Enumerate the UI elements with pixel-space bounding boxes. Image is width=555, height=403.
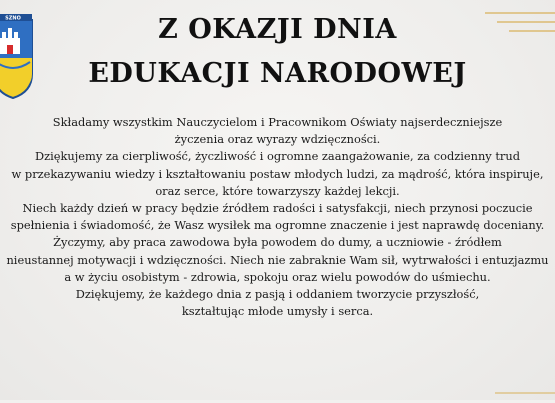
- greeting-line: życzenia oraz wyrazy wdzięczności.: [174, 132, 381, 147]
- page-title-line-2: EDUKACJI NARODOWEJ: [88, 58, 467, 89]
- greeting-line: Życzymy, aby praca zawodowa była powodem do dumy, a uczniowie - źródłem: [53, 235, 502, 250]
- greeting-line: Niech każdy dzień w pracy będzie źródłem radości i satysfakcji, niech przynosi poczucie: [22, 201, 533, 216]
- greeting-line: Dziękujemy za cierpliwość, życzliwość i ogromne zaangażowanie, za codzienny trud: [35, 149, 520, 164]
- page-title-line-1: Z OKAZJI DNIA: [158, 14, 397, 45]
- crest-label: SZNO: [5, 15, 21, 22]
- greeting-line: w przekazywaniu wiedzy i kształtowaniu postaw młodych ludzi, za mądrość, która inspiruje,: [11, 166, 544, 181]
- greeting-line: nieustannej motywacji i wdzięczności. Niech nie zabraknie Wam sił, wytrwałości i entuzjazmu: [6, 252, 549, 267]
- greeting-line: kształtując młode umysły i serca.: [181, 304, 374, 319]
- greeting-body: [0, 114, 555, 320]
- greeting-line: oraz serce, które towarzyszy każdej lekcji.: [155, 183, 400, 198]
- greeting-line: a w życiu osobistym - zdrowia, spokoju oraz wielu powodów do uśmiechu.: [64, 269, 491, 284]
- greeting-line: Składamy wszystkim Nauczycielom i Pracownikom Oświaty najserdeczniejsze: [52, 115, 503, 129]
- greeting-line: spełnienia i świadomość, że Wasz wysiłek ma ogromne znaczenie i jest naprawdę doceniany.: [10, 218, 545, 233]
- gold-lines-decoration-bottom: [495, 384, 555, 396]
- greeting-line: Dziękujemy, że każdego dnia z pasją i oddaniem tworzycie przyszłość,: [75, 287, 480, 302]
